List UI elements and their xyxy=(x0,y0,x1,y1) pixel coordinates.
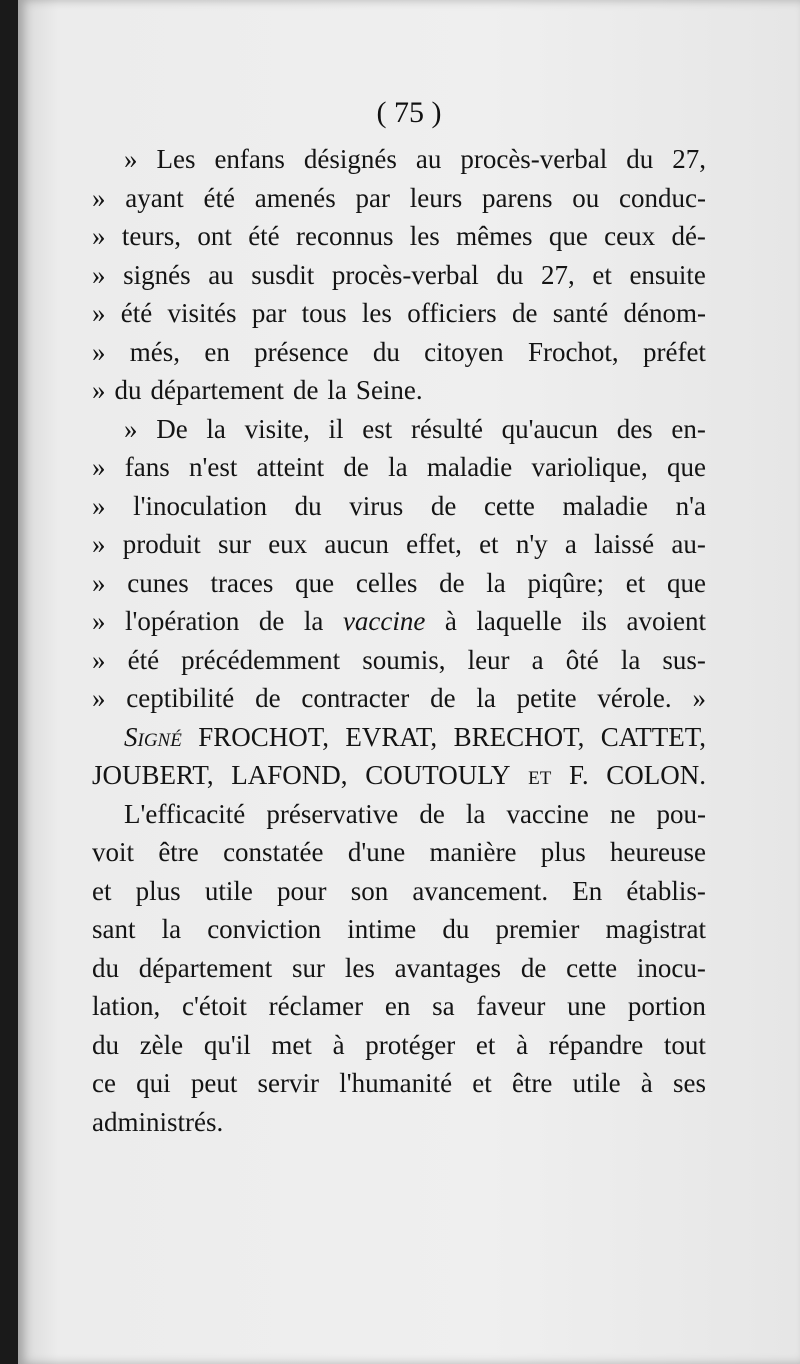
paragraph-certificate xyxy=(92,140,706,410)
text-line: du département sur les avantages de cette inocu- xyxy=(92,952,706,983)
text-line: L'efficacité préservative de la vaccine ne pou- xyxy=(124,798,706,829)
signature-line: JOUBERT, LAFOND, COUTOULY et F. COLON. xyxy=(92,760,706,790)
paragraph-efficacy xyxy=(92,795,706,1142)
text-line: » signés au susdit procès-verbal du 27, et ensuite xyxy=(92,259,706,290)
text-line: du zèle qu'il met à protéger et à répandre tout xyxy=(92,1029,706,1060)
text-line: » été précédemment soumis, leur a ôté la sus- xyxy=(92,644,706,675)
text-line: et plus utile pour son avancement. En établis- xyxy=(92,875,706,906)
text-line: » teurs, ont été reconnus les mêmes que ceux dé- xyxy=(92,221,706,251)
text-line: » été visités par tous les officiers de santé dénom- xyxy=(92,298,706,328)
text-line: » produit sur eux aucun effet, et n'y a laissé au- xyxy=(92,529,706,559)
text-line: ce qui peut servir l'humanité et être utile à ses xyxy=(92,1068,706,1098)
text-line: » fans n'est atteint de la maladie variolique, que xyxy=(92,452,706,482)
text-line: » cunes traces que celles de la piqûre; et que xyxy=(92,567,706,598)
text-line: » De la visite, il est résulté qu'aucun des en- xyxy=(124,413,706,444)
text-line: » l'opération de la vaccine à laquelle ils avoient xyxy=(92,606,706,636)
text-line: » Les enfans désignés au procès-verbal du 27, xyxy=(124,144,706,174)
text-line: sant la conviction intime du premier magistrat xyxy=(92,914,706,944)
paragraph-visit xyxy=(92,410,706,718)
text-line: lation, c'étoit réclamer en sa faveur une portion xyxy=(92,991,706,1021)
text-line: » més, en présence du citoyen Frochot, préfet xyxy=(92,336,706,367)
signature-line: Signé FROCHOT, EVRAT, BRECHOT, CATTET, xyxy=(124,721,706,752)
paragraph-signatures xyxy=(92,718,706,795)
text-line: » du département de la Seine. xyxy=(92,375,423,405)
text-line: » ayant été amenés par leurs parens ou conduc- xyxy=(92,182,706,213)
book-page xyxy=(18,0,800,1364)
text-line: » l'inoculation du virus de cette maladie n'a xyxy=(92,490,706,521)
text-line: voit être constatée d'une manière plus heureuse xyxy=(92,837,706,867)
page-body xyxy=(92,140,706,1141)
text-line: » ceptibilité de contracter de la petite vérole. » xyxy=(92,683,706,713)
page-number: ( 75 ) xyxy=(376,96,442,129)
text-line: administrés. xyxy=(92,1106,224,1137)
